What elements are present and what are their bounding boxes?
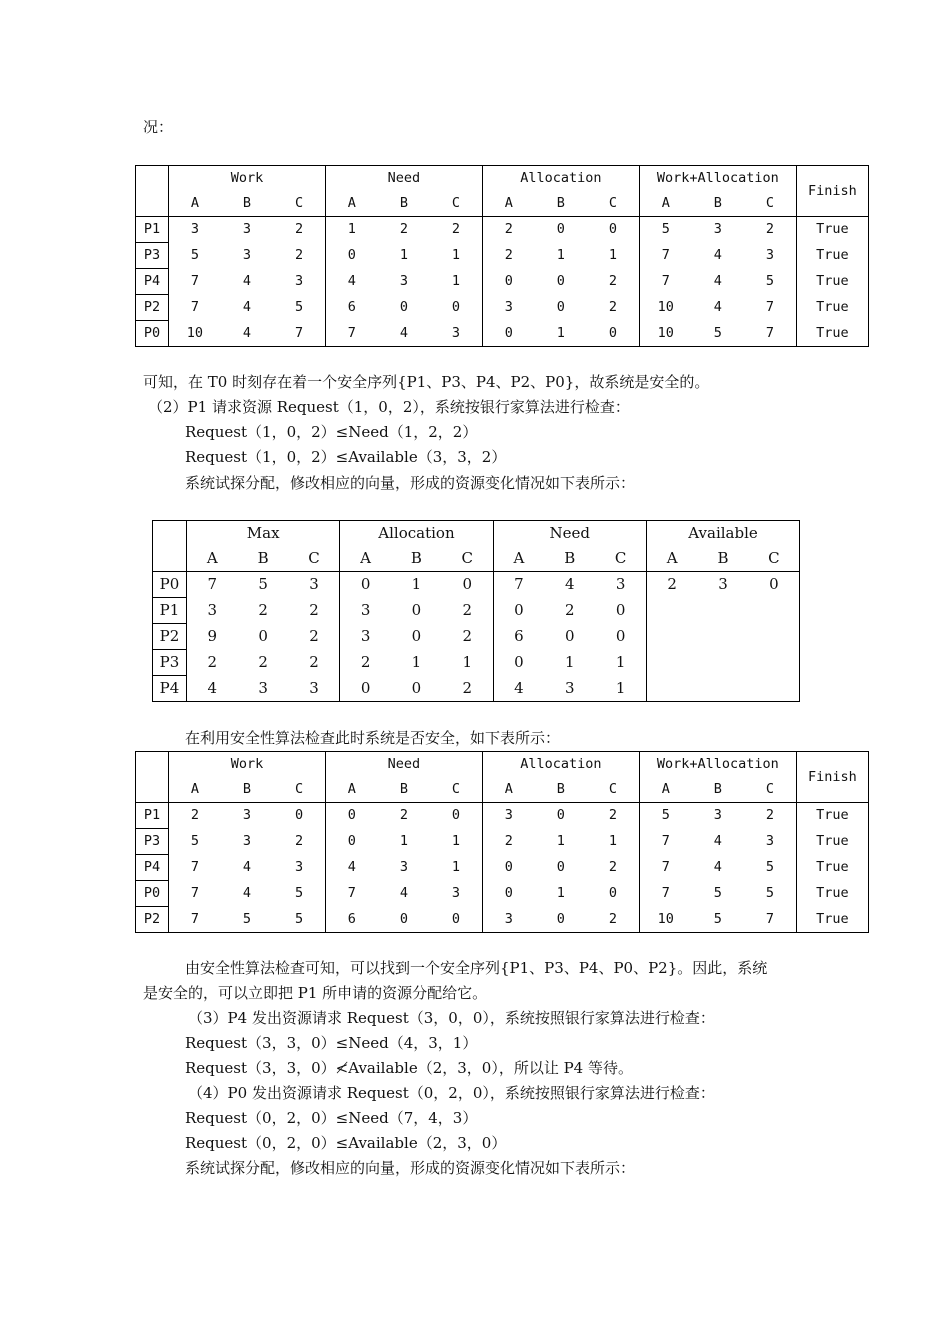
value-cell: 2 [587, 803, 639, 829]
table-row [136, 881, 869, 907]
value-cell: 0 [378, 907, 430, 933]
text-line: （3）P4 发出资源请求 Request（3，0，0），系统按照银行家算法进行检查： [188, 1009, 715, 1027]
value-cell: 0 [347, 247, 356, 263]
table-row [136, 321, 869, 347]
value-cell: 6 [325, 907, 377, 933]
value-cell: 2 [273, 829, 325, 855]
value-cell: 4 [187, 676, 238, 702]
value-cell: 0 [442, 572, 493, 598]
value-cell: 0 [411, 627, 422, 645]
sub-header: B [238, 546, 289, 572]
corner-cell [136, 752, 169, 803]
table-row [153, 624, 800, 650]
value-cell: 0 [595, 624, 646, 650]
value-cell: 1 [347, 221, 356, 238]
table-row [153, 650, 800, 676]
available-cell: 0 [749, 572, 800, 598]
value-cell: 10 [657, 299, 674, 315]
value-cell: 7 [207, 575, 218, 594]
table-row [153, 598, 800, 624]
value-cell: 10 [169, 321, 221, 347]
available-cell [749, 598, 800, 624]
text-line: 可知，在 T0 时刻存在着一个安全序列{P1、P3、P4、P2、P0}，故系统是安全的。 [143, 373, 710, 391]
value-cell: 1 [442, 650, 493, 676]
value-cell: 7 [661, 833, 670, 849]
sub-header: A [639, 777, 691, 803]
value-cell: 0 [595, 598, 646, 624]
value-cell: 5 [692, 907, 744, 933]
value-cell: 0 [391, 676, 442, 702]
value-cell: 2 [258, 601, 268, 619]
value-cell: 1 [430, 269, 482, 295]
text-line: Request（0，2，0）≤Available（2，3，0） [185, 1134, 507, 1152]
value-cell: 0 [556, 299, 565, 315]
finish-cell: True [796, 321, 868, 347]
value-cell: 0 [556, 807, 565, 824]
process-label: P0 [153, 572, 187, 598]
value-cell: 1 [411, 653, 422, 671]
value-cell: 0 [556, 221, 565, 238]
group-header: Allocation [482, 752, 639, 778]
text-line: 系统试探分配，修改相应的向量，形成的资源变化情况如下表所示： [185, 1159, 636, 1177]
value-cell: 10 [639, 321, 691, 347]
process-label: P1 [136, 803, 169, 829]
sub-header: C [749, 546, 800, 572]
table-row [136, 217, 869, 243]
value-cell: 0 [514, 653, 524, 671]
value-cell: 4 [399, 885, 408, 901]
value-cell: 7 [514, 575, 524, 594]
sub-header: C [744, 777, 796, 803]
value-cell: 7 [325, 321, 377, 347]
value-cell: 3 [190, 221, 199, 238]
table-row [136, 269, 869, 295]
value-cell: 7 [190, 859, 199, 875]
sub-header: A [639, 191, 691, 217]
value-cell: 7 [190, 299, 199, 315]
value-cell: 4 [347, 273, 356, 289]
value-cell: 4 [713, 833, 722, 849]
value-cell: 4 [493, 676, 544, 702]
value-cell: 3 [544, 676, 595, 702]
value-cell: 4 [378, 321, 430, 347]
value-cell: 3 [242, 807, 252, 824]
group-header: Allocation [482, 166, 639, 192]
value-cell: 5 [258, 575, 268, 594]
value-cell: 7 [347, 885, 356, 901]
value-cell: 7 [744, 295, 796, 321]
value-cell: 4 [242, 885, 252, 901]
value-cell: 3 [713, 221, 722, 238]
value-cell: 4 [221, 321, 273, 347]
value-cell: 1 [430, 243, 482, 269]
value-cell: 0 [430, 295, 482, 321]
value-cell: 4 [242, 273, 252, 289]
text-line: 是安全的，可以立即把 P1 所申请的资源分配给它。 [143, 984, 488, 1002]
resource-allocation-table [152, 520, 800, 702]
group-header: Work [169, 752, 326, 778]
text-line: Request（3，3，0）≮Available（2，3，0），所以让 P4 等待。 [185, 1059, 633, 1077]
available-cell [749, 624, 800, 650]
value-cell: 2 [587, 269, 639, 295]
available-cell [646, 676, 697, 702]
group-header: Available [646, 521, 799, 547]
sub-header: C [595, 546, 646, 572]
available-cell [749, 650, 800, 676]
sub-header: B [221, 777, 273, 803]
process-label: P4 [136, 855, 169, 881]
table-row [153, 572, 800, 598]
available-cell [697, 650, 748, 676]
finish-cell: True [796, 269, 868, 295]
value-cell: 2 [442, 598, 493, 624]
value-cell: 0 [504, 859, 513, 875]
value-cell: 0 [556, 859, 565, 875]
value-cell: 0 [556, 273, 565, 289]
value-cell: 3 [289, 676, 340, 702]
value-cell: 7 [661, 273, 670, 289]
finish-cell: True [796, 243, 868, 269]
group-header: Need [493, 521, 646, 547]
corner-cell [136, 166, 169, 217]
text-line: 在利用安全性算法检查此时系统是否安全，如下表所示： [185, 729, 561, 747]
sub-header: C [430, 191, 482, 217]
value-cell: 7 [190, 885, 199, 901]
sub-header: A [325, 191, 377, 217]
corner-cell [153, 521, 187, 572]
value-cell: 3 [242, 833, 252, 849]
value-cell: 3 [242, 247, 252, 263]
finish-cell: True [796, 803, 868, 829]
value-cell: 3 [242, 221, 252, 238]
value-cell: 5 [221, 907, 273, 933]
sub-header: C [744, 191, 796, 217]
value-cell: 2 [430, 217, 482, 243]
value-cell: 1 [430, 829, 482, 855]
finish-header: Finish [796, 752, 868, 803]
group-header: Work [169, 166, 326, 192]
available-cell: 3 [718, 575, 728, 594]
value-cell: 1 [587, 243, 639, 269]
value-cell: 2 [273, 217, 325, 243]
value-cell: 4 [242, 859, 252, 875]
value-cell: 1 [399, 247, 408, 263]
text-line: （4）P0 发出资源请求 Request（0，2，0），系统按照银行家算法进行检查： [188, 1084, 715, 1102]
available-cell [646, 624, 697, 650]
value-cell: 0 [411, 601, 422, 619]
value-cell: 1 [564, 653, 575, 671]
sub-header: B [544, 546, 595, 572]
text-line: Request（0，2，0）≤Need（7，4，3） [185, 1109, 478, 1127]
value-cell: 0 [587, 321, 639, 347]
value-cell: 1 [399, 833, 408, 849]
value-cell: 7 [744, 907, 796, 933]
finish-cell: True [796, 829, 868, 855]
value-cell: 7 [169, 907, 221, 933]
value-cell: 5 [744, 855, 796, 881]
sub-header: B [221, 191, 273, 217]
sub-header: C [442, 546, 493, 572]
sub-header: B [692, 777, 744, 803]
table-row [136, 855, 869, 881]
value-cell: 7 [190, 273, 199, 289]
sub-header: A [482, 777, 534, 803]
value-cell: 0 [587, 217, 639, 243]
value-cell: 3 [504, 807, 513, 824]
value-cell: 9 [207, 627, 218, 645]
sub-header: A [482, 191, 534, 217]
value-cell: 0 [430, 907, 482, 933]
value-cell: 3 [595, 572, 646, 598]
value-cell: 4 [713, 273, 722, 289]
value-cell: 1 [556, 247, 565, 263]
process-label: P2 [136, 907, 169, 933]
sub-header: C [587, 191, 639, 217]
value-cell: 4 [564, 575, 575, 594]
value-cell: 4 [242, 299, 252, 315]
sub-header: B [692, 191, 744, 217]
value-cell: 2 [587, 295, 639, 321]
sub-header: A [169, 777, 221, 803]
value-cell: 7 [661, 859, 670, 875]
value-cell: 0 [273, 803, 325, 829]
value-cell: 2 [399, 221, 408, 238]
finish-cell: True [796, 855, 868, 881]
finish-cell: True [796, 295, 868, 321]
value-cell: 4 [713, 859, 722, 875]
group-header: Work+Allocation [639, 752, 796, 778]
table-row [136, 829, 869, 855]
sub-header: B [391, 546, 442, 572]
value-cell: 6 [514, 627, 524, 645]
value-cell: 5 [744, 881, 796, 907]
available-cell [697, 676, 748, 702]
value-cell: 1 [535, 321, 587, 347]
value-cell: 2 [744, 217, 796, 243]
value-cell: 3 [744, 243, 796, 269]
value-cell: 3 [360, 601, 371, 619]
value-cell: 5 [273, 881, 325, 907]
table-row [136, 243, 869, 269]
value-cell: 2 [399, 807, 408, 824]
value-cell: 0 [482, 321, 534, 347]
value-cell: 4 [713, 299, 722, 315]
value-cell: 4 [713, 247, 722, 263]
value-cell: 1 [587, 829, 639, 855]
finish-header: Finish [796, 166, 868, 217]
text-line: 系统试探分配，修改相应的向量，形成的资源变化情况如下表所示： [185, 474, 636, 492]
value-cell: 7 [273, 321, 325, 347]
sub-header: B [535, 777, 587, 803]
value-cell: 3 [430, 321, 482, 347]
process-label: P4 [153, 676, 187, 702]
value-cell: 2 [289, 650, 340, 676]
value-cell: 0 [587, 881, 639, 907]
process-label: P3 [153, 650, 187, 676]
value-cell: 1 [556, 885, 565, 901]
value-cell: 2 [587, 855, 639, 881]
value-cell: 5 [190, 833, 199, 849]
value-cell: 5 [661, 807, 670, 824]
value-cell: 0 [347, 807, 356, 824]
available-cell [749, 676, 800, 702]
value-cell: 0 [504, 273, 513, 289]
process-label: P1 [136, 217, 169, 243]
value-cell: 2 [207, 653, 218, 671]
process-label: P4 [136, 269, 169, 295]
text-line: Request（1，0，2）≤Available（3，3，2） [185, 448, 507, 466]
value-cell: 3 [713, 807, 722, 824]
sub-header: A [187, 546, 238, 572]
value-cell: 2 [587, 907, 639, 933]
sub-header: B [378, 777, 430, 803]
sub-header: C [430, 777, 482, 803]
value-cell: 1 [595, 650, 646, 676]
sub-header: A [169, 191, 221, 217]
text-line: Request（1，0，2）≤Need（1，2，2） [185, 423, 478, 441]
value-cell: 5 [273, 907, 325, 933]
value-cell: 2 [744, 803, 796, 829]
value-cell: 3 [430, 881, 482, 907]
available-cell [646, 598, 697, 624]
value-cell: 5 [744, 269, 796, 295]
table-row [136, 803, 869, 829]
process-label: P2 [136, 295, 169, 321]
sub-header: A [340, 546, 391, 572]
value-cell: 3 [207, 601, 218, 619]
available-cell [697, 598, 748, 624]
value-cell: 2 [289, 598, 340, 624]
value-cell: 7 [661, 247, 670, 263]
sub-header: C [587, 777, 639, 803]
value-cell: 3 [504, 299, 513, 315]
value-cell: 6 [347, 299, 356, 315]
available-cell [646, 650, 697, 676]
sub-header: A [325, 777, 377, 803]
finish-cell: True [796, 881, 868, 907]
value-cell: 10 [639, 907, 691, 933]
value-cell: 0 [347, 833, 356, 849]
value-cell: 2 [504, 833, 513, 849]
value-cell: 5 [190, 247, 199, 263]
value-cell: 2 [504, 221, 513, 238]
value-cell: 1 [430, 855, 482, 881]
value-cell: 0 [430, 803, 482, 829]
process-label: P3 [136, 243, 169, 269]
sub-header: C [289, 546, 340, 572]
process-label: P0 [136, 321, 169, 347]
value-cell: 3 [360, 627, 371, 645]
value-cell: 3 [273, 855, 325, 881]
value-cell: 2 [289, 624, 340, 650]
value-cell: 1 [411, 575, 422, 594]
group-header: Work+Allocation [639, 166, 796, 192]
group-header: Allocation [340, 521, 493, 547]
value-cell: 3 [273, 269, 325, 295]
value-cell: 5 [692, 321, 744, 347]
process-label: P0 [136, 881, 169, 907]
value-cell: 1 [556, 833, 565, 849]
table-row [136, 907, 869, 933]
finish-cell: True [796, 907, 868, 933]
value-cell: 3 [238, 676, 289, 702]
value-cell: 5 [273, 295, 325, 321]
value-cell: 2 [190, 807, 199, 824]
value-cell: 2 [360, 653, 371, 671]
value-cell: 2 [442, 676, 493, 702]
process-label: P1 [153, 598, 187, 624]
value-cell: 2 [258, 653, 268, 671]
value-cell: 3 [744, 829, 796, 855]
value-cell: 0 [258, 627, 268, 645]
value-cell: 7 [744, 321, 796, 347]
sub-header: C [273, 191, 325, 217]
value-cell: 0 [514, 601, 524, 619]
value-cell: 2 [442, 624, 493, 650]
sub-header: B [378, 191, 430, 217]
sub-header: A [646, 546, 697, 572]
group-header: Need [325, 166, 482, 192]
value-cell: 3 [482, 907, 534, 933]
value-cell: 5 [713, 885, 722, 901]
sub-header: B [697, 546, 748, 572]
safety-table-t0 [135, 165, 869, 347]
value-cell: 3 [399, 859, 408, 875]
value-cell: 0 [340, 676, 391, 702]
text-line: （2）P1 请求资源 Request（1，0，2），系统按银行家算法进行检查： [148, 398, 630, 416]
safety-table-after-p1 [135, 751, 869, 933]
value-cell: 0 [360, 575, 371, 594]
text-line: Request（3，3，0）≤Need（4，3，1） [185, 1034, 478, 1052]
value-cell: 2 [504, 247, 513, 263]
value-cell: 0 [564, 627, 575, 645]
sub-header: A [493, 546, 544, 572]
available-cell [697, 624, 748, 650]
table-row [136, 295, 869, 321]
process-label: P3 [136, 829, 169, 855]
value-cell: 0 [399, 299, 408, 315]
process-label: P2 [153, 624, 187, 650]
sub-header: B [535, 191, 587, 217]
group-header: Need [325, 752, 482, 778]
finish-cell: True [796, 217, 868, 243]
sub-header: C [273, 777, 325, 803]
value-cell: 0 [535, 907, 587, 933]
available-cell: 2 [667, 575, 677, 594]
value-cell: 0 [504, 885, 513, 901]
value-cell: 3 [399, 273, 408, 289]
value-cell: 2 [273, 243, 325, 269]
value-cell: 3 [289, 572, 340, 598]
value-cell: 5 [661, 221, 670, 238]
group-header: Max [187, 521, 340, 547]
value-cell: 1 [595, 676, 646, 702]
text-line: 况： [143, 118, 174, 136]
text-line: 由安全性算法检查可知，可以找到一个安全序列{P1、P3、P4、P0、P2}。因此，系统 [185, 959, 768, 977]
value-cell: 7 [661, 885, 670, 901]
table-row [153, 676, 800, 702]
value-cell: 4 [347, 859, 356, 875]
value-cell: 2 [564, 601, 575, 619]
